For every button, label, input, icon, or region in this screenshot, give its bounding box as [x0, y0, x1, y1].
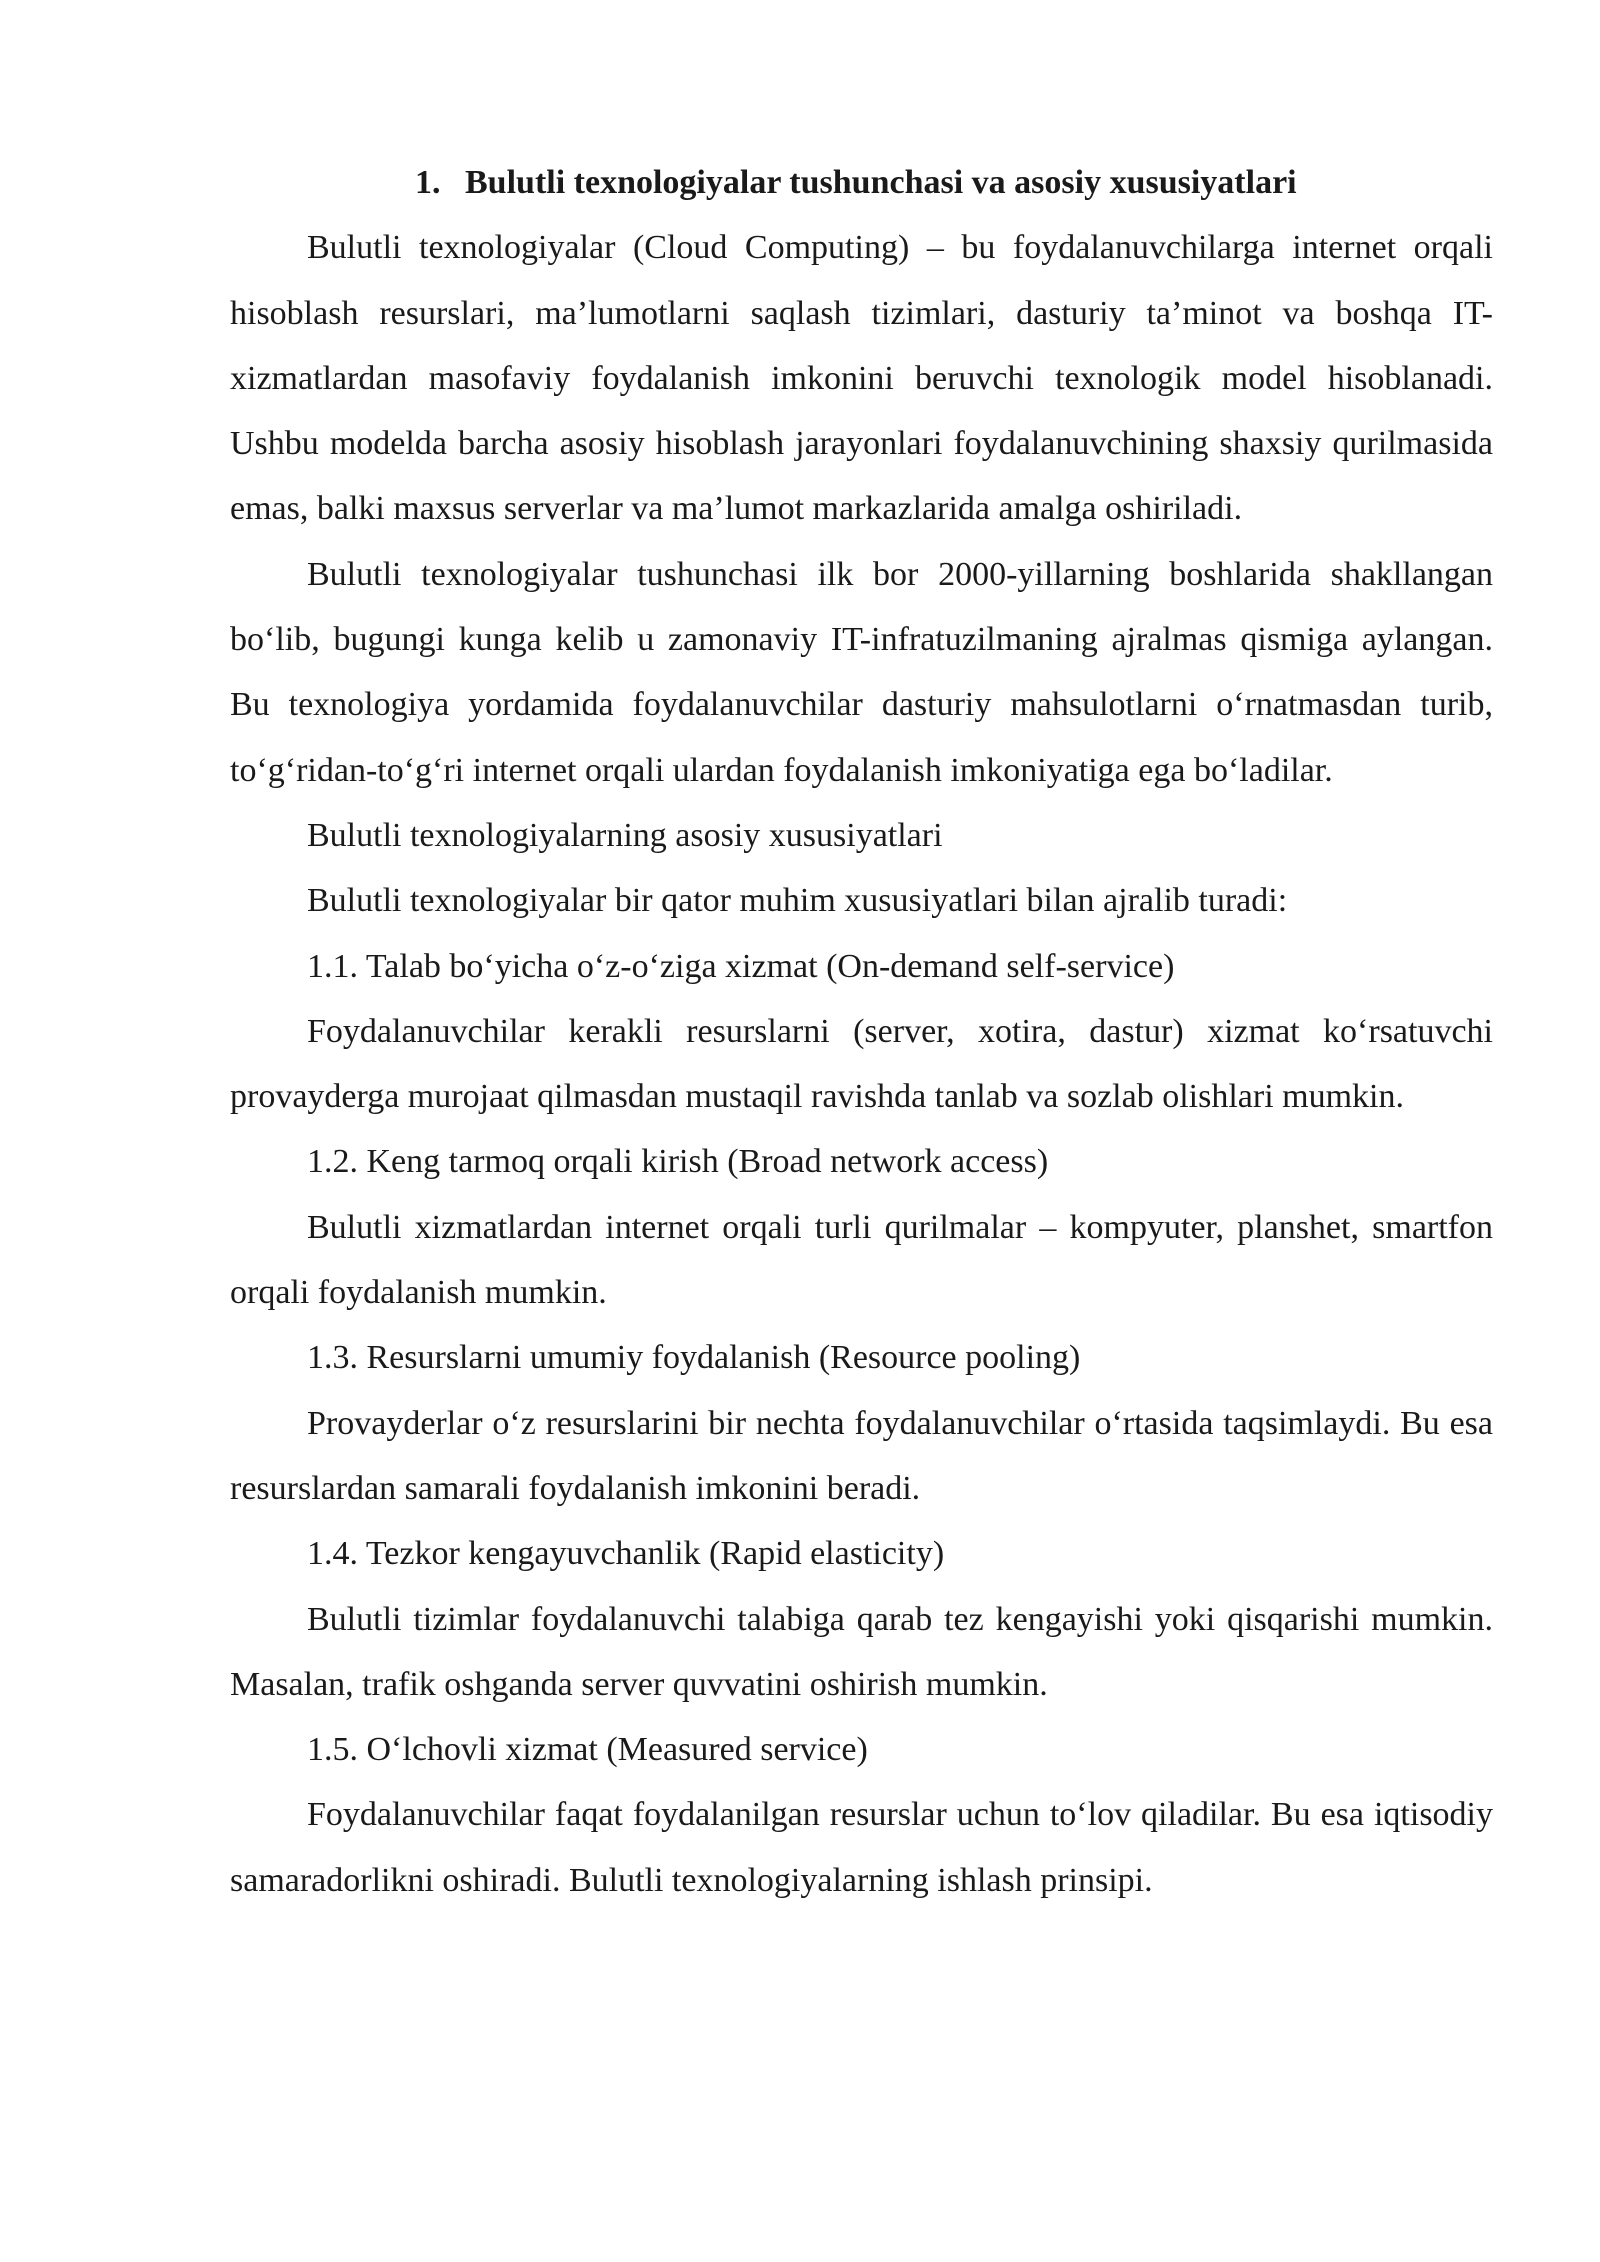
- feature-text-1-1: Foydalanuvchilar kerakli resurslarni (server, xotira, dastur) xizmat ko‘rsatuvchi provayderga murojaat qilmasdan mustaqil ravishda tanlab va sozlab olishlari mumkin.: [230, 1012, 1493, 1116]
- feature-heading-1-4: 1.4. Tezkor kengayuvchanlik (Rapid elasticity): [307, 1535, 945, 1573]
- paragraph-features-intro: Bulutli texnologiyalar bir qator muhim xususiyatlari bilan ajralib turadi:: [307, 882, 1288, 920]
- paragraph-history: Bulutli texnologiyalar tushunchasi ilk bor 2000-yillarning boshlarida shakllangan bo‘lib, bugungi kunga kelib u zamonaviy IT-infratuzilmaning ajralmas qismiga aylangan. Bu texnologiya yordamida foydalanuvchilar dasturiy mahsulotlarni o‘rnatmasdan turib, to‘g‘ridan-to‘g‘ri internet orqali ulardan foydalanish imkoniyatiga ega bo‘ladilar.: [230, 555, 1493, 789]
- section-heading-text: Bulutli texnologiyalar tushunchasi va asosiy xususiyatlari: [465, 164, 1297, 201]
- section-heading-number: 1.: [415, 164, 441, 201]
- section-heading: [230, 150, 1493, 215]
- subheading-features: Bulutli texnologiyalarning asosiy xususiyatlari: [307, 816, 943, 854]
- paragraph-definition: Bulutli texnologiyalar (Cloud Computing) – bu foydalanuvchilarga internet orqali hisoblash resurslari, ma’lumotlarni saqlash tizimlari, dasturiy ta’minot va boshqa IT-xizmatlardan masofaviy foydalanish imkonini beruvchi texnologik model hisoblanadi. Ushbu modelda barcha asosiy hisoblash jarayonlari foydalanuvchining shaxsiy qurilmasida emas, balki maxsus serverlar va ma’lumot markazlarida amalga oshiriladi.: [230, 229, 1493, 528]
- feature-heading-1-1: 1.1. Talab bo‘yicha o‘z-o‘ziga xizmat (On-demand self-service): [307, 947, 1175, 985]
- feature-heading-1-5: 1.5. O‘lchovli xizmat (Measured service): [307, 1731, 868, 1769]
- feature-text-1-3: Provayderlar o‘z resurslarini bir nechta foydalanuvchilar o‘rtasida taqsimlaydi. Bu esa resurslardan samarali foydalanish imkonini beradi.: [230, 1404, 1493, 1507]
- feature-heading-1-3: 1.3. Resurslarni umumiy foydalanish (Resource pooling): [307, 1339, 1081, 1377]
- feature-text-1-5: Foydalanuvchilar faqat foydalanilgan resurslar uchun to‘lov qiladilar. Bu esa iqtisodiy samaradorlikni oshiradi. Bulutli texnologiyalarning ishlash prinsipi.: [230, 1796, 1493, 1899]
- feature-text-1-2: Bulutli xizmatlardan internet orqali turli qurilmalar – kompyuter, planshet, smartfon orqali foydalanish mumkin.: [230, 1208, 1493, 1312]
- feature-heading-1-2: 1.2. Keng tarmoq orqali kirish (Broad network access): [307, 1143, 1049, 1181]
- document-page: [230, 150, 1493, 1913]
- feature-text-1-4: Bulutli tizimlar foydalanuvchi talabiga qarab tez kengayishi yoki qisqarishi mumkin. Masalan, trafik oshganda server quvvatini oshirish mumkin.: [230, 1600, 1493, 1703]
